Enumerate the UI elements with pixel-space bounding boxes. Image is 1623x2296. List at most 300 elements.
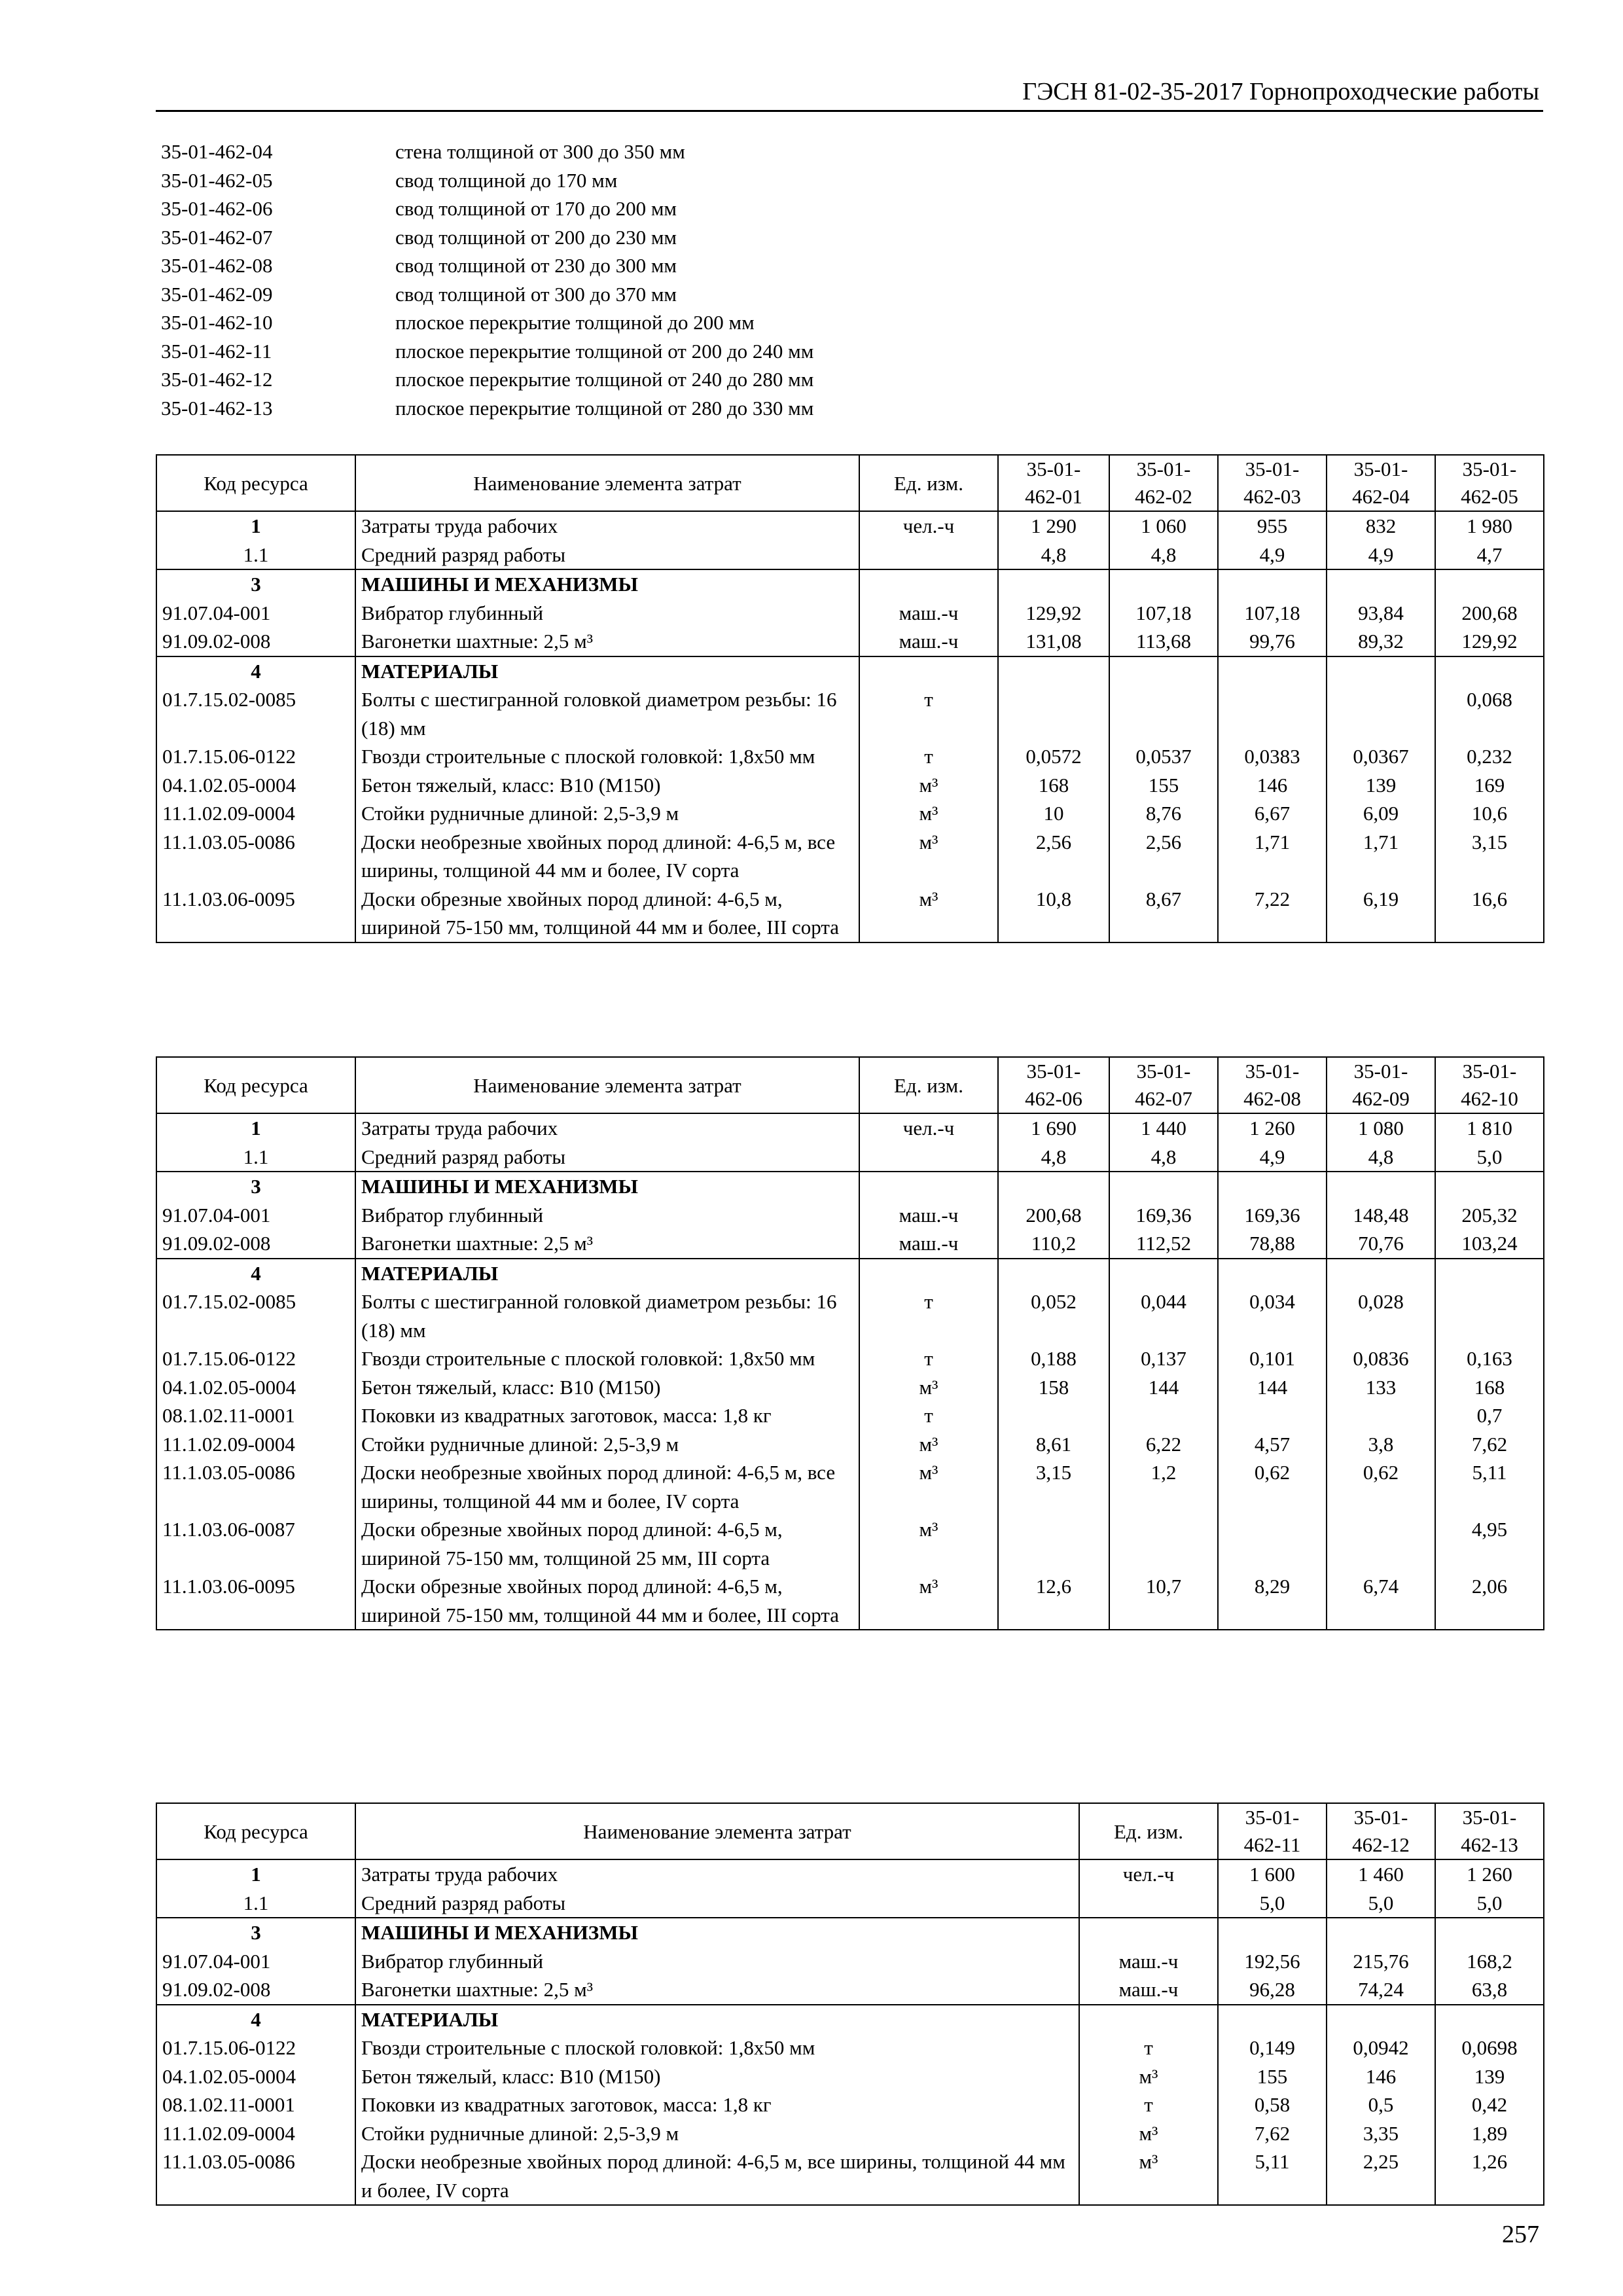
code-list-text: плоское перекрытие толщиной до 200 мм bbox=[395, 311, 755, 334]
code-list-item bbox=[161, 280, 813, 309]
table-row bbox=[156, 1859, 1544, 1889]
norm-value: 1 810 bbox=[1435, 1113, 1544, 1143]
norm-value bbox=[998, 1259, 1109, 1288]
norm-value: 0,0367 bbox=[1327, 742, 1435, 771]
resource-code: 11.1.03.06-0095 bbox=[156, 1572, 355, 1630]
resource-code: 4 bbox=[156, 1259, 355, 1288]
norm-value: 129,92 bbox=[1435, 627, 1544, 656]
resource-code: 4 bbox=[156, 656, 355, 686]
norm-value: 1,89 bbox=[1435, 2119, 1544, 2148]
norm-value: 3,15 bbox=[998, 1458, 1109, 1515]
norm-value: 8,61 bbox=[998, 1430, 1109, 1459]
resource-code: 4 bbox=[156, 2005, 355, 2034]
norm-value: 0,0383 bbox=[1218, 742, 1327, 771]
table-row bbox=[156, 1430, 1544, 1459]
norm-value: 0,188 bbox=[998, 1344, 1109, 1373]
header-unit: Ед. изм. bbox=[859, 1057, 998, 1113]
norm-value: 107,18 bbox=[1109, 599, 1218, 628]
norm-value: 131,08 bbox=[998, 627, 1109, 656]
norm-value: 169 bbox=[1435, 771, 1544, 800]
header-norm-code: 35-01- 462-09 bbox=[1327, 1057, 1435, 1113]
table-row bbox=[156, 1373, 1544, 1402]
norm-value: 1 600 bbox=[1218, 1859, 1327, 1889]
table-row bbox=[156, 1975, 1544, 2005]
norm-value: 6,19 bbox=[1327, 885, 1435, 942]
cost-element-name: Вагонетки шахтные: 2,5 м³ bbox=[355, 1975, 1079, 2005]
header-cost-element: Наименование элемента затрат bbox=[355, 455, 859, 511]
header-unit: Ед. изм. bbox=[859, 455, 998, 511]
table-row bbox=[156, 1172, 1544, 1201]
norm-value bbox=[998, 685, 1109, 742]
norm-value: 1 440 bbox=[1109, 1113, 1218, 1143]
norm-value: 7,62 bbox=[1218, 2119, 1327, 2148]
norm-value bbox=[1327, 1515, 1435, 1572]
norm-value: 12,6 bbox=[998, 1572, 1109, 1630]
resource-table-2 bbox=[156, 1056, 1544, 1630]
resource-code: 04.1.02.05-0004 bbox=[156, 2062, 355, 2091]
resource-code: 11.1.03.05-0086 bbox=[156, 1458, 355, 1515]
norm-value: 146 bbox=[1327, 2062, 1435, 2091]
norm-value: 205,32 bbox=[1435, 1201, 1544, 1230]
table-row bbox=[156, 1401, 1544, 1430]
norm-value: 0,0572 bbox=[998, 742, 1109, 771]
table-row bbox=[156, 1572, 1544, 1630]
norm-value: 1 260 bbox=[1435, 1859, 1544, 1889]
table-row bbox=[156, 1229, 1544, 1259]
norm-value: 4,9 bbox=[1218, 541, 1327, 570]
norm-value: 0,101 bbox=[1218, 1344, 1327, 1373]
norm-value: 139 bbox=[1435, 2062, 1544, 2091]
code-list-item bbox=[161, 394, 813, 423]
norm-value: 4,95 bbox=[1435, 1515, 1544, 1572]
norm-value bbox=[1327, 1918, 1435, 1947]
norm-value: 2,25 bbox=[1327, 2147, 1435, 2205]
code-list-text: свод толщиной до 170 мм bbox=[395, 168, 618, 192]
norm-value bbox=[1435, 1287, 1544, 1344]
table-row bbox=[156, 2119, 1544, 2148]
norm-value: 0,052 bbox=[998, 1287, 1109, 1344]
norm-value bbox=[1218, 1172, 1327, 1201]
code-list-item bbox=[161, 223, 813, 252]
table-row bbox=[156, 799, 1544, 828]
header-cost-element: Наименование элемента затрат bbox=[355, 1803, 1079, 1859]
code-list bbox=[161, 137, 813, 422]
norm-value: 146 bbox=[1218, 771, 1327, 800]
cost-element-name: МАТЕРИАЛЫ bbox=[355, 2005, 1079, 2034]
header-norm-code: 35-01- 462-10 bbox=[1435, 1057, 1544, 1113]
norm-value: 0,62 bbox=[1327, 1458, 1435, 1515]
norm-value bbox=[1327, 1172, 1435, 1201]
norm-value: 158 bbox=[998, 1373, 1109, 1402]
code-list-item bbox=[161, 137, 813, 166]
cost-element-name: Доски обрезные хвойных пород длиной: 4-6,5 м, шириной 75-150 мм, толщиной 25 мм, III сорта bbox=[355, 1515, 859, 1572]
norm-value: 0,028 bbox=[1327, 1287, 1435, 1344]
norm-value: 2,56 bbox=[998, 828, 1109, 885]
norm-value: 5,0 bbox=[1218, 1889, 1327, 1918]
norm-value: 0,7 bbox=[1435, 1401, 1544, 1430]
cost-element-name: Поковки из квадратных заготовок, масса: 1,8 кг bbox=[355, 2090, 1079, 2119]
norm-value bbox=[1435, 1918, 1544, 1947]
resource-code: 1 bbox=[156, 511, 355, 541]
cost-element-name: МАТЕРИАЛЫ bbox=[355, 1259, 859, 1288]
norm-value: 7,62 bbox=[1435, 1430, 1544, 1459]
table-row bbox=[156, 2090, 1544, 2119]
resource-code: 11.1.03.06-0095 bbox=[156, 885, 355, 942]
resource-code: 91.09.02-008 bbox=[156, 627, 355, 656]
norm-value: 200,68 bbox=[1435, 599, 1544, 628]
norm-value: 0,232 bbox=[1435, 742, 1544, 771]
norm-value: 1 980 bbox=[1435, 511, 1544, 541]
norm-value: 7,22 bbox=[1218, 885, 1327, 942]
table-row bbox=[156, 599, 1544, 628]
norm-value: 0,149 bbox=[1218, 2034, 1327, 2062]
table-row bbox=[156, 541, 1544, 570]
table-header-row bbox=[156, 455, 1544, 511]
cost-element-name: Гвозди строительные с плоской головкой: 1,8x50 мм bbox=[355, 1344, 859, 1373]
norm-value: 1,26 bbox=[1435, 2147, 1544, 2205]
unit-of-measure bbox=[859, 1143, 998, 1172]
cost-element-name: Вибратор глубинный bbox=[355, 1947, 1079, 1976]
resource-code: 08.1.02.11-0001 bbox=[156, 2090, 355, 2119]
norm-value: 4,7 bbox=[1435, 541, 1544, 570]
resource-table-1 bbox=[156, 454, 1544, 943]
norm-value bbox=[1435, 2005, 1544, 2034]
header-norm-code: 35-01- 462-02 bbox=[1109, 455, 1218, 511]
norm-value: 4,8 bbox=[998, 1143, 1109, 1172]
norm-value: 6,67 bbox=[1218, 799, 1327, 828]
resource-code: 01.7.15.06-0122 bbox=[156, 742, 355, 771]
norm-value: 113,68 bbox=[1109, 627, 1218, 656]
norm-value: 4,8 bbox=[1109, 541, 1218, 570]
cost-element-name: Средний разряд работы bbox=[355, 1889, 1079, 1918]
unit-of-measure: т bbox=[859, 685, 998, 742]
table-row bbox=[156, 1201, 1544, 1230]
table-row bbox=[156, 1515, 1544, 1572]
cost-element-name: Болты с шестигранной головкой диаметром резьбы: 16 (18) мм bbox=[355, 1287, 859, 1344]
norm-value: 0,044 bbox=[1109, 1287, 1218, 1344]
norm-value: 10 bbox=[998, 799, 1109, 828]
unit-of-measure: м³ bbox=[859, 799, 998, 828]
table-row bbox=[156, 1287, 1544, 1344]
norm-value bbox=[1327, 569, 1435, 599]
norm-value bbox=[998, 1172, 1109, 1201]
unit-of-measure: маш.-ч bbox=[859, 599, 998, 628]
resource-code: 1.1 bbox=[156, 1143, 355, 1172]
norm-value: 1,71 bbox=[1327, 828, 1435, 885]
norm-value: 5,11 bbox=[1435, 1458, 1544, 1515]
cost-element-name: Затраты труда рабочих bbox=[355, 511, 859, 541]
code-list-code: 35-01-462-08 bbox=[161, 254, 273, 277]
norm-value: 78,88 bbox=[1218, 1229, 1327, 1259]
norm-value: 1 690 bbox=[998, 1113, 1109, 1143]
header-norm-code: 35-01- 462-08 bbox=[1218, 1057, 1327, 1113]
resource-code: 11.1.02.09-0004 bbox=[156, 799, 355, 828]
norm-value bbox=[1327, 685, 1435, 742]
norm-value: 0,62 bbox=[1218, 1458, 1327, 1515]
unit-of-measure: маш.-ч bbox=[1079, 1975, 1218, 2005]
norm-value bbox=[1218, 656, 1327, 686]
cost-element-name: Вибратор глубинный bbox=[355, 599, 859, 628]
code-list-text: плоское перекрытие толщиной от 280 до 330 мм bbox=[395, 396, 814, 420]
norm-value: 0,163 bbox=[1435, 1344, 1544, 1373]
unit-of-measure: м³ bbox=[1079, 2119, 1218, 2148]
norm-value: 0,0698 bbox=[1435, 2034, 1544, 2062]
code-list-code: 35-01-462-11 bbox=[161, 339, 272, 363]
code-list-code: 35-01-462-13 bbox=[161, 396, 273, 420]
norm-value: 832 bbox=[1327, 511, 1435, 541]
cost-element-name: МАШИНЫ И МЕХАНИЗМЫ bbox=[355, 1172, 859, 1201]
code-list-code: 35-01-462-10 bbox=[161, 311, 273, 334]
resource-code: 11.1.02.09-0004 bbox=[156, 1430, 355, 1459]
cost-element-name: Бетон тяжелый, класс: В10 (М150) bbox=[355, 771, 859, 800]
norm-value: 74,24 bbox=[1327, 1975, 1435, 2005]
norm-value: 3,15 bbox=[1435, 828, 1544, 885]
norm-value bbox=[1109, 685, 1218, 742]
code-list-item bbox=[161, 308, 813, 337]
norm-value: 99,76 bbox=[1218, 627, 1327, 656]
code-list-code: 35-01-462-05 bbox=[161, 168, 273, 192]
code-list-text: свод толщиной от 200 до 230 мм bbox=[395, 225, 677, 249]
unit-of-measure: т bbox=[859, 1401, 998, 1430]
cost-element-name: Гвозди строительные с плоской головкой: 1,8x50 мм bbox=[355, 2034, 1079, 2062]
resource-code: 91.07.04-001 bbox=[156, 1201, 355, 1230]
norm-value: 955 bbox=[1218, 511, 1327, 541]
norm-value: 0,034 bbox=[1218, 1287, 1327, 1344]
norm-value bbox=[1218, 2005, 1327, 2034]
header-norm-code: 35-01- 462-13 bbox=[1435, 1803, 1544, 1859]
norm-value: 8,29 bbox=[1218, 1572, 1327, 1630]
norm-value bbox=[998, 569, 1109, 599]
unit-of-measure: т bbox=[859, 742, 998, 771]
cost-element-name: Затраты труда рабочих bbox=[355, 1113, 859, 1143]
norm-value bbox=[1435, 1259, 1544, 1288]
table-row bbox=[156, 1458, 1544, 1515]
unit-of-measure: маш.-ч bbox=[859, 627, 998, 656]
norm-value bbox=[1109, 1172, 1218, 1201]
resource-code: 91.09.02-008 bbox=[156, 1975, 355, 2005]
norm-value: 4,9 bbox=[1218, 1143, 1327, 1172]
cost-element-name: Стойки рудничные длиной: 2,5-3,9 м bbox=[355, 1430, 859, 1459]
table-header-row bbox=[156, 1803, 1544, 1859]
code-list-code: 35-01-462-06 bbox=[161, 197, 273, 220]
resource-code: 91.07.04-001 bbox=[156, 599, 355, 628]
norm-value: 93,84 bbox=[1327, 599, 1435, 628]
table-row bbox=[156, 2005, 1544, 2034]
norm-value: 129,92 bbox=[998, 599, 1109, 628]
unit-of-measure: м³ bbox=[1079, 2062, 1218, 2091]
cost-element-name: Стойки рудничные длиной: 2,5-3,9 м bbox=[355, 2119, 1079, 2148]
norm-value: 4,8 bbox=[1109, 1143, 1218, 1172]
norm-value: 139 bbox=[1327, 771, 1435, 800]
code-list-item bbox=[161, 194, 813, 223]
norm-value bbox=[1109, 1515, 1218, 1572]
norm-value: 8,76 bbox=[1109, 799, 1218, 828]
cost-element-name: Доски необрезные хвойных пород длиной: 4-6,5 м, все ширины, толщиной 44 мм и более, IV сорта bbox=[355, 1458, 859, 1515]
resource-code: 3 bbox=[156, 1172, 355, 1201]
norm-value bbox=[1218, 1401, 1327, 1430]
norm-value: 103,24 bbox=[1435, 1229, 1544, 1259]
norm-value: 2,56 bbox=[1109, 828, 1218, 885]
unit-of-measure: м³ bbox=[859, 1373, 998, 1402]
unit-of-measure bbox=[859, 569, 998, 599]
header-norm-code: 35-01- 462-04 bbox=[1327, 455, 1435, 511]
norm-value: 4,57 bbox=[1218, 1430, 1327, 1459]
code-list-item bbox=[161, 365, 813, 394]
norm-value: 6,74 bbox=[1327, 1572, 1435, 1630]
resource-table-3 bbox=[156, 1803, 1544, 2206]
code-list-text: свод толщиной от 300 до 370 мм bbox=[395, 282, 677, 306]
resource-code: 1.1 bbox=[156, 1889, 355, 1918]
table-row bbox=[156, 656, 1544, 686]
unit-of-measure bbox=[1079, 1889, 1218, 1918]
code-list-text: плоское перекрытие толщиной от 240 до 280 мм bbox=[395, 368, 814, 391]
unit-of-measure: м³ bbox=[859, 771, 998, 800]
table-row bbox=[156, 1947, 1544, 1976]
norm-value: 6,22 bbox=[1109, 1430, 1218, 1459]
header-resource-code: Код ресурса bbox=[156, 455, 355, 511]
cost-element-name: Вагонетки шахтные: 2,5 м³ bbox=[355, 1229, 859, 1259]
norm-value: 0,0537 bbox=[1109, 742, 1218, 771]
norm-value: 5,0 bbox=[1435, 1889, 1544, 1918]
unit-of-measure: м³ bbox=[859, 828, 998, 885]
norm-value: 4,8 bbox=[1327, 1143, 1435, 1172]
norm-value bbox=[1109, 656, 1218, 686]
table-row bbox=[156, 2147, 1544, 2205]
norm-value: 70,76 bbox=[1327, 1229, 1435, 1259]
code-list-text: свод толщиной от 230 до 300 мм bbox=[395, 254, 677, 277]
cost-element-name: Бетон тяжелый, класс: В10 (М150) bbox=[355, 2062, 1079, 2091]
norm-value: 89,32 bbox=[1327, 627, 1435, 656]
unit-of-measure: т bbox=[1079, 2090, 1218, 2119]
header-resource-code: Код ресурса bbox=[156, 1803, 355, 1859]
norm-value: 16,6 bbox=[1435, 885, 1544, 942]
norm-value: 1 290 bbox=[998, 511, 1109, 541]
code-list-item bbox=[161, 337, 813, 366]
norm-value bbox=[1435, 1172, 1544, 1201]
resource-code: 01.7.15.02-0085 bbox=[156, 1287, 355, 1344]
norm-value: 3,35 bbox=[1327, 2119, 1435, 2148]
document-title: ГЭСН 81-02-35-2017 Горнопроходческие работы bbox=[1022, 78, 1539, 105]
norm-value bbox=[1218, 569, 1327, 599]
header-norm-code: 35-01- 462-12 bbox=[1327, 1803, 1435, 1859]
norm-value: 0,068 bbox=[1435, 685, 1544, 742]
table-row bbox=[156, 1344, 1544, 1373]
table-row bbox=[156, 2034, 1544, 2062]
resource-code: 3 bbox=[156, 1918, 355, 1947]
norm-value bbox=[1327, 1259, 1435, 1288]
norm-value: 0,0836 bbox=[1327, 1344, 1435, 1373]
resource-code: 01.7.15.06-0122 bbox=[156, 1344, 355, 1373]
table-row bbox=[156, 1143, 1544, 1172]
unit-of-measure: чел.-ч bbox=[1079, 1859, 1218, 1889]
norm-value: 5,0 bbox=[1435, 1143, 1544, 1172]
norm-value: 144 bbox=[1109, 1373, 1218, 1402]
norm-value bbox=[1109, 1401, 1218, 1430]
table-row bbox=[156, 569, 1544, 599]
norm-value bbox=[1109, 569, 1218, 599]
table-row bbox=[156, 828, 1544, 885]
table-row bbox=[156, 1918, 1544, 1947]
resource-code: 1 bbox=[156, 1113, 355, 1143]
header-resource-code: Код ресурса bbox=[156, 1057, 355, 1113]
norm-value: 215,76 bbox=[1327, 1947, 1435, 1976]
header-norm-code: 35-01- 462-11 bbox=[1218, 1803, 1327, 1859]
header-norm-code: 35-01- 462-01 bbox=[998, 455, 1109, 511]
norm-value bbox=[1327, 1401, 1435, 1430]
header-norm-code: 35-01- 462-05 bbox=[1435, 455, 1544, 511]
code-list-text: плоское перекрытие толщиной от 200 до 240 мм bbox=[395, 339, 814, 363]
resource-code: 3 bbox=[156, 569, 355, 599]
cost-element-name: МАШИНЫ И МЕХАНИЗМЫ bbox=[355, 569, 859, 599]
code-list-code: 35-01-462-07 bbox=[161, 225, 273, 249]
table-header-row bbox=[156, 1057, 1544, 1113]
norm-value: 5,0 bbox=[1327, 1889, 1435, 1918]
resource-code: 91.07.04-001 bbox=[156, 1947, 355, 1976]
resource-code: 1.1 bbox=[156, 541, 355, 570]
unit-of-measure bbox=[859, 656, 998, 686]
code-list-code: 35-01-462-12 bbox=[161, 368, 273, 391]
cost-element-name: Средний разряд работы bbox=[355, 1143, 859, 1172]
norm-value bbox=[998, 1515, 1109, 1572]
unit-of-measure: чел.-ч bbox=[859, 1113, 998, 1143]
norm-value: 0,42 bbox=[1435, 2090, 1544, 2119]
norm-value: 148,48 bbox=[1327, 1201, 1435, 1230]
code-list-item bbox=[161, 251, 813, 280]
norm-value bbox=[1327, 2005, 1435, 2034]
resource-code: 11.1.03.05-0086 bbox=[156, 828, 355, 885]
norm-value: 96,28 bbox=[1218, 1975, 1327, 2005]
unit-of-measure: чел.-ч bbox=[859, 511, 998, 541]
norm-value bbox=[1218, 1515, 1327, 1572]
resource-code: 04.1.02.05-0004 bbox=[156, 771, 355, 800]
header-norm-code: 35-01- 462-06 bbox=[998, 1057, 1109, 1113]
norm-value bbox=[1327, 656, 1435, 686]
unit-of-measure bbox=[859, 1172, 998, 1201]
cost-element-name: Вибратор глубинный bbox=[355, 1201, 859, 1230]
cost-element-name: Средний разряд работы bbox=[355, 541, 859, 570]
resource-code: 11.1.02.09-0004 bbox=[156, 2119, 355, 2148]
code-list-text: свод толщиной от 170 до 200 мм bbox=[395, 197, 677, 220]
resource-code: 08.1.02.11-0001 bbox=[156, 1401, 355, 1430]
norm-value: 200,68 bbox=[998, 1201, 1109, 1230]
code-list-item bbox=[161, 166, 813, 195]
table-row bbox=[156, 627, 1544, 656]
norm-value bbox=[1218, 1259, 1327, 1288]
norm-value: 0,0942 bbox=[1327, 2034, 1435, 2062]
norm-value: 10,8 bbox=[998, 885, 1109, 942]
resource-code: 04.1.02.05-0004 bbox=[156, 1373, 355, 1402]
table-row bbox=[156, 1113, 1544, 1143]
norm-value: 155 bbox=[1218, 2062, 1327, 2091]
page-header bbox=[156, 73, 1543, 112]
norm-value: 0,5 bbox=[1327, 2090, 1435, 2119]
unit-of-measure: т bbox=[859, 1344, 998, 1373]
cost-element-name: Доски необрезные хвойных пород длиной: 4-6,5 м, все ширины, толщиной 44 мм и более, IV сорта bbox=[355, 828, 859, 885]
norm-value: 0,58 bbox=[1218, 2090, 1327, 2119]
cost-element-name: Доски необрезные хвойных пород длиной: 4-6,5 м, все ширины, толщиной 44 мм и более, IV сорта bbox=[355, 2147, 1079, 2205]
header-norm-code: 35-01- 462-03 bbox=[1218, 455, 1327, 511]
norm-value: 110,2 bbox=[998, 1229, 1109, 1259]
resource-code: 01.7.15.06-0122 bbox=[156, 2034, 355, 2062]
norm-value: 169,36 bbox=[1109, 1201, 1218, 1230]
unit-of-measure: м³ bbox=[859, 885, 998, 942]
norm-value: 10,6 bbox=[1435, 799, 1544, 828]
cost-element-name: Затраты труда рабочих bbox=[355, 1859, 1079, 1889]
table-row bbox=[156, 771, 1544, 800]
norm-value: 144 bbox=[1218, 1373, 1327, 1402]
cost-element-name: Болты с шестигранной головкой диаметром резьбы: 16 (18) мм bbox=[355, 685, 859, 742]
norm-value: 168 bbox=[998, 771, 1109, 800]
